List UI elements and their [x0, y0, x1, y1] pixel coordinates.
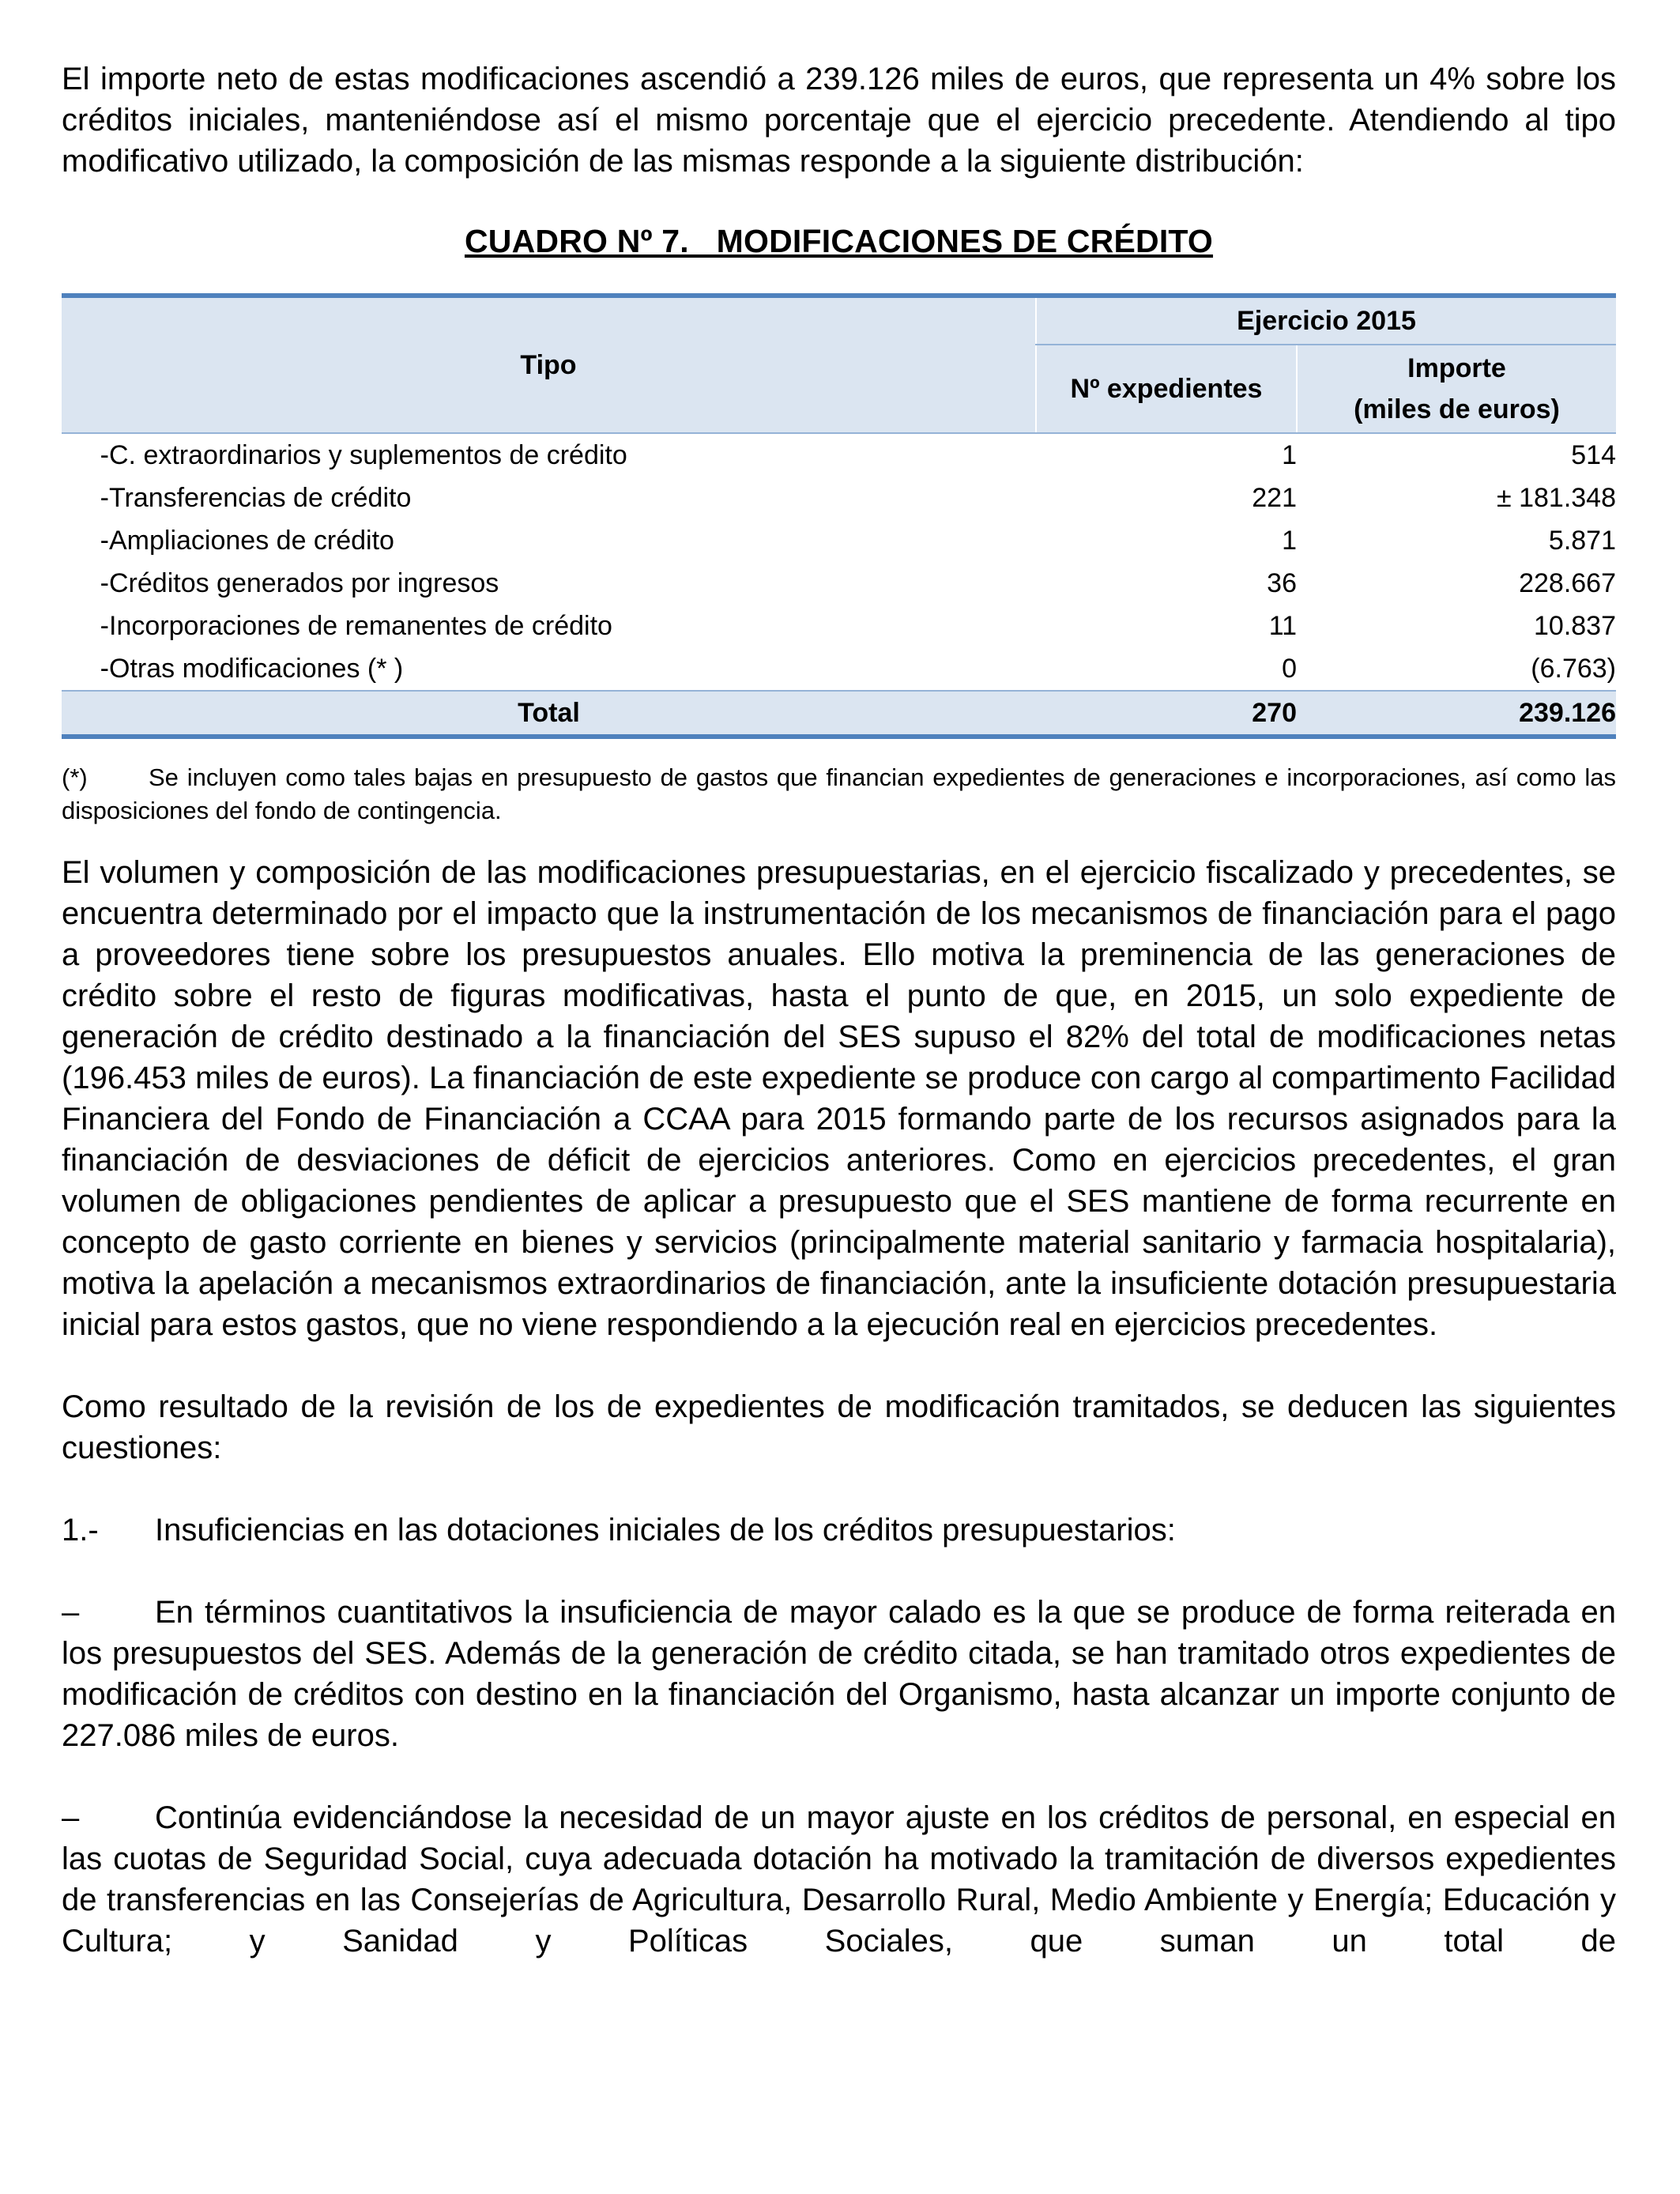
row-expedientes: 11 — [1268, 610, 1297, 641]
table-row — [62, 433, 1616, 477]
importe-header-line1: Importe — [1407, 353, 1506, 383]
row-type-cell — [62, 519, 1036, 562]
row-label: Otras modificaciones (* ) — [109, 653, 404, 684]
row-type-cell — [62, 433, 1036, 477]
row-label: Incorporaciones de remanentes de crédito — [109, 610, 612, 641]
table-title: CUADRO Nº 7. MODIFICACIONES DE CRÉDITO — [464, 223, 1214, 259]
row-dash: - — [100, 439, 109, 470]
table-total-row — [62, 691, 1616, 737]
column-header-importe — [1297, 345, 1616, 433]
dash-paragraph-2 — [62, 1797, 1616, 1962]
row-importe: (6.763) — [1531, 653, 1616, 684]
row-expedientes: 0 — [1282, 653, 1297, 684]
dash-marker: – — [62, 1595, 80, 1630]
row-expedientes: 221 — [1252, 482, 1297, 513]
row-label: Ampliaciones de crédito — [109, 525, 394, 556]
row-importe: ± 181.348 — [1496, 482, 1616, 513]
numbered-item-index: 1.- — [62, 1513, 99, 1547]
row-expedientes: 1 — [1282, 525, 1297, 556]
importe-header-line2: (miles de euros) — [1354, 394, 1560, 424]
column-header-tipo: Tipo — [62, 296, 1036, 433]
row-importe: 228.667 — [1519, 567, 1616, 598]
row-dash: - — [100, 653, 109, 684]
table-row — [62, 647, 1616, 691]
table-row — [62, 519, 1616, 562]
row-expedientes: 1 — [1282, 439, 1297, 470]
row-type-cell — [62, 647, 1036, 691]
table-row — [62, 562, 1616, 605]
column-header-expedientes: Nº expedientes — [1036, 345, 1297, 433]
document-page — [62, 58, 1616, 1962]
numbered-item-text: Insuficiencias en las dotaciones iniciales de los créditos presupuestarios: — [155, 1513, 1176, 1547]
row-expedientes: 36 — [1267, 567, 1297, 598]
spacer — [62, 1756, 1616, 1797]
row-type-cell — [62, 605, 1036, 647]
table-title-wrap — [62, 223, 1616, 260]
row-type-cell — [62, 562, 1036, 605]
row-importe: 10.837 — [1534, 610, 1616, 641]
dash-marker: – — [62, 1800, 80, 1835]
spacer — [62, 1468, 1616, 1510]
total-importe: 239.126 — [1297, 691, 1616, 737]
footnote-mark: (*) — [62, 763, 88, 791]
table-footnote — [62, 761, 1616, 827]
footnote-text: Se incluyen como tales bajas en presupuesto de gastos que financian expedientes de generaciones e incorporaciones, así como las disposiciones del fondo de contingencia. — [62, 763, 1616, 824]
row-dash: - — [100, 567, 109, 598]
dash-paragraph-1 — [62, 1592, 1616, 1756]
intro-paragraph: El importe neto de estas modificaciones ascendió a 239.126 miles de euros, que representa un 4% sobre los créditos iniciales, manteniéndose así el mismo porcentaje que el ejercicio precedente. Atendiendo al tipo modificativo utilizado, la composición de las mismas responde a la siguiente distribución: — [62, 62, 1616, 179]
row-label: Transferencias de crédito — [109, 482, 412, 513]
spacer — [62, 1345, 1616, 1386]
column-header-ejercicio: Ejercicio 2015 — [1036, 296, 1616, 345]
row-importe: 514 — [1571, 439, 1616, 470]
numbered-item-1 — [62, 1510, 1616, 1551]
credit-modifications-table — [62, 293, 1616, 739]
dash-paragraph-text: Continúa evidenciándose la necesidad de un mayor ajuste en los créditos de personal, en especial en las cuotas de Seguridad Social, cuya adecuada dotación ha motivado la tramitación de diversos expedientes de transferencias en las Consejerías de Agricultura, Desarrollo Rural, Medio Ambiente y Energía; Educación y Cultura; y Sanidad y Políticas Sociales, que suman un total de — [62, 1800, 1616, 1958]
row-dash: - — [100, 525, 109, 556]
row-importe: 5.871 — [1548, 525, 1616, 556]
row-dash: - — [100, 610, 109, 641]
table-row — [62, 477, 1616, 519]
total-label: Total — [62, 691, 1036, 737]
dash-paragraph-text: En términos cuantitativos la insuficiencia de mayor calado es la que se produce de forma reiterada en los presupuestos del SES. Además de la generación de crédito citada, se han tramitado otros expedientes de modificación de créditos con destino en la financiación del Organismo, hasta alcanzar un importe conjunto de 227.086 miles de euros. — [62, 1595, 1616, 1753]
total-expedientes: 270 — [1036, 691, 1297, 737]
table-row — [62, 605, 1616, 647]
volumen-paragraph: El volumen y composición de las modificaciones presupuestarias, en el ejercicio fiscalizado y precedentes, se encuentra determinado por el impacto que la instrumentación de los mecanismos de financiación para el pago a proveedores tiene sobre los presupuestos anuales. Ello motiva la preminencia de las generaciones de crédito sobre el resto de figuras modificativas, hasta el punto de que, en 2015, un solo expediente de generación de crédito destinado a la financiación del SES supuso el 82% del total de modificaciones netas (196.453 miles de euros). La financiación de este expediente se produce con cargo al compartimento Facilidad Financiera del Fondo de Financiación a CCAA para 2015 formando parte de los recursos asignados para la financiación de desviaciones de déficit de ejercicios anteriores. Como en ejercicios precedentes, el gran volumen de obligaciones pendientes de aplicar a presupuesto que el SES mantiene de forma recurrente en concepto de gasto corriente en bienes y servicios (principalmente material sanitario y farmacia hospitalaria), motiva la apelación a mecanismos extraordinarios de financiación, ante la insuficiente dotación presupuestaria inicial para estos gastos, que no viene respondiendo a la ejecución real en ejercicios precedentes. — [62, 855, 1616, 1342]
row-label: Créditos generados por ingresos — [109, 567, 499, 598]
spacer — [62, 1551, 1616, 1592]
row-label: C. extraordinarios y suplementos de crédito — [109, 439, 627, 470]
resultado-paragraph: Como resultado de la revisión de los de expedientes de modificación tramitados, se deducen las siguientes cuestiones: — [62, 1389, 1616, 1465]
row-dash: - — [100, 482, 109, 513]
row-type-cell — [62, 477, 1036, 519]
